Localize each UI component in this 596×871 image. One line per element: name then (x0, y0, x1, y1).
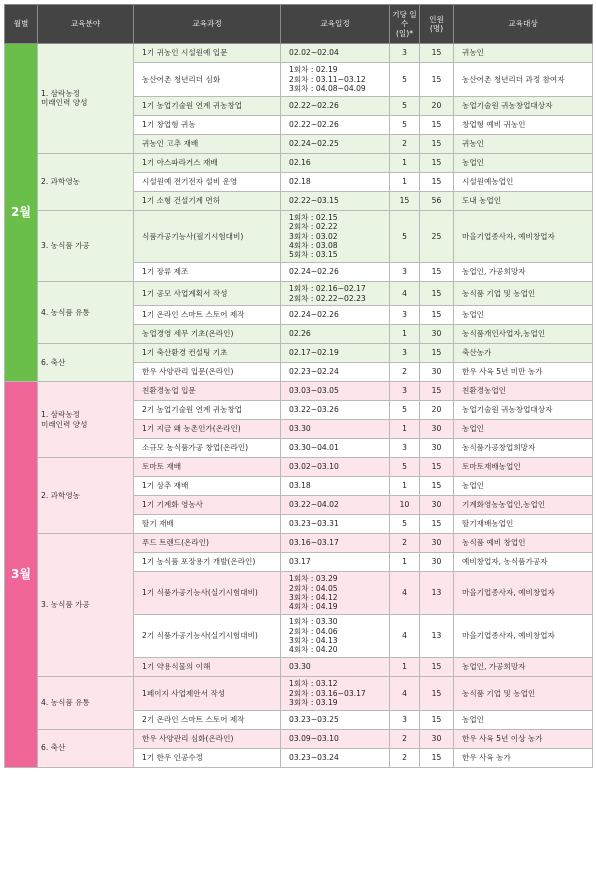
days-value: 15 (390, 191, 420, 210)
course-name: 1기 귀농인 시설원예 입문 (134, 44, 281, 63)
people-value: 20 (420, 96, 454, 115)
category-cell (38, 153, 134, 210)
category-name: 4. 농식품 유통 (41, 698, 90, 707)
people-value: 30 (420, 534, 454, 553)
category-cell (38, 282, 134, 344)
course-name: 1기 기계화 영농사 (134, 496, 281, 515)
category-cell (38, 344, 134, 382)
schedule-cell (281, 710, 390, 729)
people-value: 30 (420, 363, 454, 382)
category-name: 2. 과학영농 (41, 490, 81, 500)
people-value: 15 (420, 748, 454, 767)
schedule-date: 02.24~02.25 (289, 138, 339, 148)
target-audience: 기계화영농농업인,농업인 (454, 496, 593, 515)
course-name: 1기 장류 제조 (134, 263, 281, 282)
schedule-date: 3회차 : 04.08~04.09 (289, 83, 366, 93)
schedule-date: 02.22~02.26 (289, 100, 339, 110)
course-name: 친환경농업 입문 (134, 382, 281, 401)
target-audience: 마을기업종사자, 예비창업자 (454, 572, 593, 615)
schedule-date: 02.17~02.19 (289, 348, 339, 358)
schedule-cell (281, 191, 390, 210)
target-audience: 농업기술원 귀농창업대상자 (454, 401, 593, 420)
schedule-date: 1회차 : 02.15 (289, 212, 338, 222)
people-value: 20 (420, 401, 454, 420)
schedule-cell (281, 363, 390, 382)
schedule-date: 03.23~03.24 (289, 752, 339, 762)
header-row (5, 5, 593, 44)
schedule-date: 03.23~03.31 (289, 519, 339, 529)
target-audience: 농업기술원 귀농창업대상자 (454, 96, 593, 115)
people-value: 56 (420, 191, 454, 210)
schedule-cell (281, 677, 390, 711)
schedule-date: 03.02~03.10 (289, 462, 339, 472)
schedule-date: 03.17 (289, 557, 311, 567)
schedule-date: 3회차 : 03.19 (289, 697, 338, 707)
target-audience: 농업인 (454, 710, 593, 729)
schedule-cell (281, 153, 390, 172)
days-value: 1 (390, 420, 420, 439)
days-value: 2 (390, 534, 420, 553)
category-name: 3. 농식품 가공 (41, 600, 90, 610)
course-name: 1기 아스파라거스 재배 (134, 153, 281, 172)
category-cell (38, 210, 134, 282)
table-row (5, 458, 593, 477)
schedule-date: 2회차 : 03.11~03.12 (289, 74, 366, 84)
people-value: 30 (420, 553, 454, 572)
people-value: 15 (420, 658, 454, 677)
target-audience: 농업인, 가공희망자 (454, 658, 593, 677)
target-audience: 농업인, 가공희망자 (454, 263, 593, 282)
category-name: 2. 과학영농 (41, 176, 81, 186)
schedule-cell (281, 282, 390, 306)
schedule-cell (281, 420, 390, 439)
target-audience: 귀농인 (454, 44, 593, 63)
course-name: 농업경영 세무 기초(온라인) (134, 325, 281, 344)
schedule-date: 03.30 (289, 662, 311, 672)
schedule-date: 1회차 : 02.19 (289, 65, 338, 75)
days-value: 2 (390, 729, 420, 748)
days-value: 5 (390, 401, 420, 420)
course-name: 한우 사양관리 입문(온라인) (134, 363, 281, 382)
schedule-cell (281, 515, 390, 534)
table-row (5, 153, 593, 172)
target-audience: 농업인 (454, 306, 593, 325)
course-name: 농산어촌 청년리더 심화 (134, 63, 281, 97)
schedule-cell (281, 534, 390, 553)
schedule-date: 03.18 (289, 481, 311, 491)
schedule-cell (281, 658, 390, 677)
course-name: 1기 약용식물의 이해 (134, 658, 281, 677)
target-audience: 친환경농업인 (454, 382, 593, 401)
target-audience: 시설원예농업인 (454, 172, 593, 191)
category-name: 1. 삼락농정 (41, 88, 81, 98)
schedule-date: 02.24~02.26 (289, 267, 339, 277)
schedule-date: 02.22~02.26 (289, 119, 339, 129)
people-value: 25 (420, 210, 454, 263)
course-name: 2기 온라인 스마트 스토어 제작 (134, 710, 281, 729)
category-cell (38, 382, 134, 458)
people-value: 15 (420, 515, 454, 534)
course-name: 딸기 재배 (134, 515, 281, 534)
schedule-cell (281, 401, 390, 420)
category-name: 6. 축산 (41, 743, 66, 753)
days-value: 5 (390, 96, 420, 115)
target-audience: 귀농인 (454, 134, 593, 153)
schedule-cell (281, 572, 390, 615)
schedule-date: 1회차 : 03.29 (289, 574, 338, 584)
schedule-cell (281, 458, 390, 477)
days-value: 5 (390, 115, 420, 134)
header-course: 교육과정 (134, 5, 281, 44)
course-name: 1기 한우 인공수정 (134, 748, 281, 767)
target-audience: 한우 사육 5년 미만 농가 (454, 363, 593, 382)
schedule-date: 02.02~02.04 (289, 48, 339, 58)
days-value: 3 (390, 439, 420, 458)
schedule-cell (281, 63, 390, 97)
days-value: 2 (390, 363, 420, 382)
days-value: 1 (390, 172, 420, 191)
course-name: 한우 사양관리 심화(온라인) (134, 729, 281, 748)
category-name: 미래인력 양성 (41, 98, 88, 108)
schedule-cell (281, 615, 390, 658)
course-name: 시설원예 전기전자 설비 운영 (134, 172, 281, 191)
course-name: 1기 소형 건설기계 면허 (134, 191, 281, 210)
schedule-date: 3회차 : 03.02 (289, 231, 338, 241)
days-value: 1 (390, 553, 420, 572)
course-name: 1기 식품가공기능사(실기시험대비) (134, 572, 281, 615)
people-value: 13 (420, 615, 454, 658)
people-value: 15 (420, 282, 454, 306)
target-audience: 예비창업자, 농식품가공자 (454, 553, 593, 572)
people-value: 15 (420, 153, 454, 172)
schedule-cell (281, 496, 390, 515)
schedule-date: 2회차 : 04.06 (289, 626, 338, 636)
schedule-date: 03.30 (289, 424, 311, 434)
target-audience: 농업인 (454, 153, 593, 172)
people-value: 15 (420, 458, 454, 477)
category-name: 3. 농식품 가공 (41, 241, 90, 250)
schedule-cell (281, 344, 390, 363)
schedule-date: 03.23~03.25 (289, 714, 339, 724)
schedule-date: 4회차 : 03.08 (289, 240, 338, 250)
people-value: 15 (420, 710, 454, 729)
table-row (5, 534, 593, 553)
course-name: 1기 축산환경 컨설팅 기초 (134, 344, 281, 363)
schedule-cell (281, 306, 390, 325)
days-value: 2 (390, 748, 420, 767)
table-row (5, 729, 593, 748)
schedule-cell (281, 172, 390, 191)
target-audience: 농업인 (454, 477, 593, 496)
people-value: 15 (420, 677, 454, 711)
category-name: 1. 삼락농정 (41, 410, 81, 420)
schedule-cell (281, 134, 390, 153)
header-category: 교육분야 (38, 5, 134, 44)
people-value: 15 (420, 172, 454, 191)
schedule-cell (281, 439, 390, 458)
days-value: 1 (390, 325, 420, 344)
days-value: 2 (390, 134, 420, 153)
target-audience: 딸기재배농업인 (454, 515, 593, 534)
people-value: 15 (420, 306, 454, 325)
schedule-date: 02.18 (289, 176, 311, 186)
schedule-date: 03.16~03.17 (289, 538, 339, 548)
schedule-date: 03.22~03.26 (289, 405, 339, 415)
schedule-date: 02.16 (289, 157, 311, 167)
schedule-cell (281, 210, 390, 263)
schedule-date: 2회차 : 03.16~03.17 (289, 688, 366, 698)
schedule-date: 4회차 : 04.19 (289, 602, 338, 612)
table-row (5, 44, 593, 63)
education-schedule-table (4, 4, 593, 768)
header-schedule: 교육일정 (281, 5, 390, 44)
target-audience: 농식품 기업 및 농업인 (454, 677, 593, 711)
header-month: 월별 (5, 5, 38, 44)
people-value: 13 (420, 572, 454, 615)
category-cell (38, 534, 134, 677)
days-value: 3 (390, 710, 420, 729)
table-row (5, 282, 593, 306)
days-value: 5 (390, 515, 420, 534)
people-value: 15 (420, 344, 454, 363)
target-audience: 농식품 기업 및 농업인 (454, 282, 593, 306)
schedule-date: 1회차 : 03.30 (289, 617, 338, 627)
people-value: 30 (420, 496, 454, 515)
course-name: 1페이지 사업제안서 작성 (134, 677, 281, 711)
people-value: 30 (420, 729, 454, 748)
schedule-date: 2회차 : 02.22~02.23 (289, 293, 366, 303)
schedule-date: 2회차 : 04.05 (289, 583, 338, 593)
course-name: 1기 상추 재배 (134, 477, 281, 496)
header-people: 인원 (명) (420, 5, 454, 44)
schedule-cell (281, 96, 390, 115)
course-name: 1기 온라인 스마트 스토어 제작 (134, 306, 281, 325)
course-name: 1기 지금 왜 농촌인가(온라인) (134, 420, 281, 439)
course-name: 1기 농업기술원 연계 귀농창업 (134, 96, 281, 115)
course-name: 1기 농식품 포장용기 개발(온라인) (134, 553, 281, 572)
days-value: 1 (390, 477, 420, 496)
course-name: 2기 농업기술원 연계 귀농창업 (134, 401, 281, 420)
days-value: 3 (390, 263, 420, 282)
days-value: 3 (390, 344, 420, 363)
category-cell (38, 677, 134, 730)
target-audience: 농산어촌 청년리더 과정 참여자 (454, 63, 593, 97)
target-audience: 마을기업종사자, 예비창업자 (454, 210, 593, 263)
people-value: 15 (420, 263, 454, 282)
schedule-cell (281, 748, 390, 767)
people-value: 30 (420, 420, 454, 439)
schedule-date: 02.23~02.24 (289, 367, 339, 377)
people-value: 15 (420, 477, 454, 496)
people-value: 15 (420, 115, 454, 134)
target-audience: 창업형 예비 귀농인 (454, 115, 593, 134)
category-name: 4. 농식품 유통 (41, 307, 90, 317)
days-value: 1 (390, 153, 420, 172)
target-audience: 축산농가 (454, 344, 593, 363)
schedule-date: 1회차 : 02.16~02.17 (289, 284, 366, 294)
schedule-cell (281, 325, 390, 344)
days-value: 5 (390, 210, 420, 263)
schedule-date: 03.22~04.02 (289, 500, 339, 510)
course-name: 2기 식품가공기능사(실기시험대비) (134, 615, 281, 658)
header-target: 교육대상 (454, 5, 593, 44)
course-name: 소규모 농식품가공 창업(온라인) (134, 439, 281, 458)
schedule-date: 02.22~03.15 (289, 195, 339, 205)
target-audience: 토마토재배농업인 (454, 458, 593, 477)
schedule-cell (281, 477, 390, 496)
people-value: 15 (420, 44, 454, 63)
table-row (5, 677, 593, 711)
schedule-cell (281, 729, 390, 748)
table-row (5, 382, 593, 401)
days-value: 3 (390, 382, 420, 401)
days-value: 3 (390, 44, 420, 63)
target-audience: 농식품가공창업희망자 (454, 439, 593, 458)
table-row (5, 210, 593, 263)
days-value: 3 (390, 306, 420, 325)
days-value: 5 (390, 63, 420, 97)
schedule-cell (281, 382, 390, 401)
schedule-date: 4회차 : 04.20 (289, 645, 338, 655)
schedule-date: 02.26 (289, 329, 311, 339)
schedule-date: 03.03~03.05 (289, 386, 339, 396)
course-name: 1기 공모 사업계획서 작성 (134, 282, 281, 306)
schedule-date: 3회차 : 04.12 (289, 593, 338, 602)
schedule-cell (281, 44, 390, 63)
schedule-date: 5회차 : 03.15 (289, 250, 338, 260)
schedule-cell (281, 553, 390, 572)
table-row (5, 344, 593, 363)
days-value: 4 (390, 615, 420, 658)
days-value: 4 (390, 677, 420, 711)
month-label: 2월 (5, 44, 38, 382)
target-audience: 마을기업종사자, 예비창업자 (454, 615, 593, 658)
days-value: 4 (390, 572, 420, 615)
people-value: 30 (420, 325, 454, 344)
days-value: 4 (390, 282, 420, 306)
course-name: 토마토 재배 (134, 458, 281, 477)
course-name: 식품가공기능사(필기시험대비) (134, 210, 281, 263)
days-value: 5 (390, 458, 420, 477)
category-cell (38, 729, 134, 767)
target-audience: 한우 사육 5년 이상 농가 (454, 729, 593, 748)
target-audience: 농식품개인사업자,농업인 (454, 325, 593, 344)
target-audience: 농업인 (454, 420, 593, 439)
target-audience: 농식품 예비 창업인 (454, 534, 593, 553)
schedule-date: 02.24~02.26 (289, 310, 339, 320)
schedule-date: 2회차 : 02.22 (289, 222, 338, 232)
course-name: 1기 창업형 귀농 (134, 115, 281, 134)
category-cell (38, 458, 134, 534)
month-label: 3월 (5, 382, 38, 768)
people-value: 15 (420, 63, 454, 97)
header-days: 기당 일수 (일)* (390, 5, 420, 44)
category-name: 6. 축산 (41, 357, 66, 367)
target-audience: 도내 농업인 (454, 191, 593, 210)
schedule-body (5, 44, 593, 768)
days-value: 10 (390, 496, 420, 515)
schedule-date: 3회차 : 04.13 (289, 636, 338, 645)
days-value: 1 (390, 658, 420, 677)
schedule-cell (281, 115, 390, 134)
course-name: 귀농인 고추 재배 (134, 134, 281, 153)
course-name: 푸드 트렌드(온라인) (134, 534, 281, 553)
target-audience: 한우 사육 농가 (454, 748, 593, 767)
schedule-date: 1회차 : 03.12 (289, 679, 338, 689)
people-value: 30 (420, 439, 454, 458)
people-value: 15 (420, 382, 454, 401)
category-name: 미래인력 양성 (41, 419, 88, 429)
schedule-date: 03.09~03.10 (289, 733, 339, 743)
category-cell (38, 44, 134, 154)
schedule-cell (281, 263, 390, 282)
people-value: 15 (420, 134, 454, 153)
schedule-date: 03.30~04.01 (289, 443, 339, 453)
